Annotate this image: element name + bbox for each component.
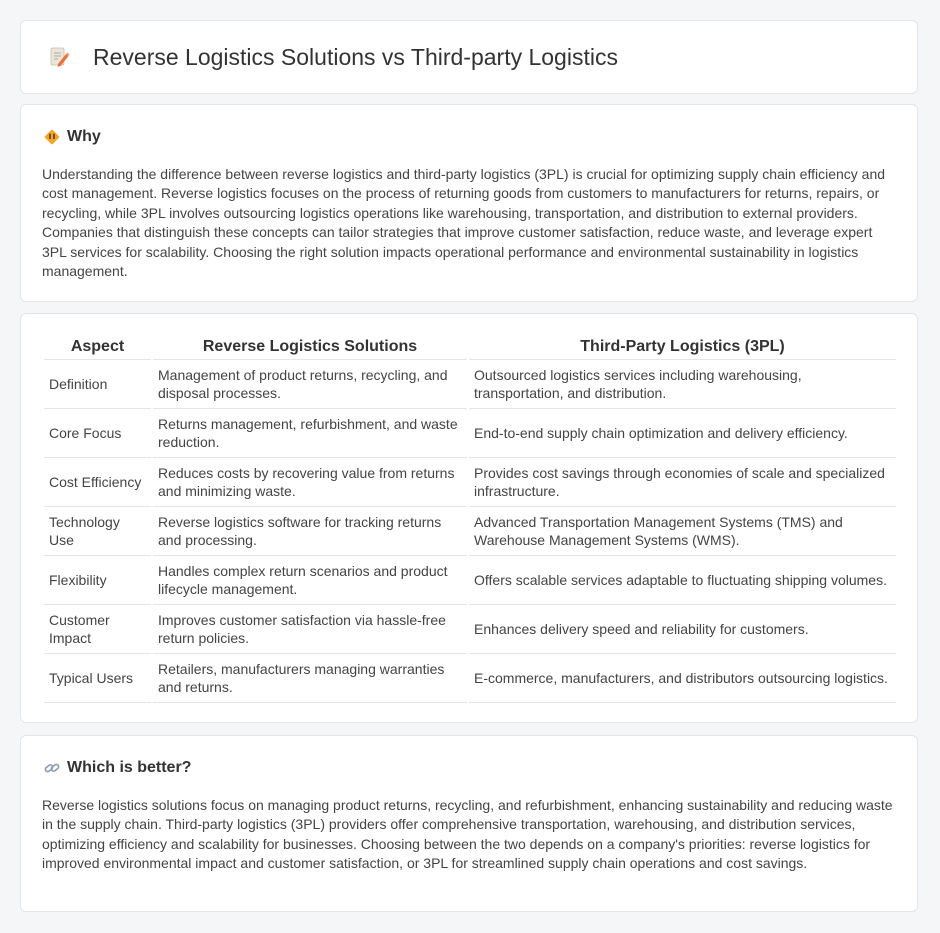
header-aspect: Aspect <box>44 335 151 360</box>
aspect-cell: Customer Impact <box>44 605 151 654</box>
reverse-cell: Improves customer satisfaction via hassle-free return policies. <box>153 605 467 654</box>
table-row <box>44 654 896 703</box>
better-heading-row <box>43 759 191 777</box>
reverse-cell: Management of product returns, recycling, and disposal processes. <box>153 360 467 409</box>
why-heading: Why <box>67 128 101 145</box>
which-better-section <box>20 735 918 912</box>
reverse-cell: Returns management, refurbishment, and waste reduction. <box>153 409 467 458</box>
reverse-cell: Reverse logistics software for tracking returns and processing. <box>153 507 467 556</box>
table-row <box>44 507 896 556</box>
better-heading: Which is better? <box>67 759 192 776</box>
3pl-cell: Offers scalable services adaptable to fluctuating shipping volumes. <box>469 556 896 605</box>
table-row <box>44 360 896 409</box>
3pl-cell: Outsourced logistics services including warehousing, transportation, and distribution. <box>469 360 896 409</box>
aspect-cell: Technology Use <box>44 507 151 556</box>
comparison-table <box>42 335 898 703</box>
header-reverse: Reverse Logistics Solutions <box>153 335 467 360</box>
3pl-cell: Advanced Transportation Management Systems (TMS) and Warehouse Management Systems (WMS). <box>469 507 896 556</box>
3pl-cell: E-commerce, manufacturers, and distributors outsourcing logistics. <box>469 654 896 703</box>
aspect-cell: Definition <box>44 360 151 409</box>
document-pencil-icon <box>47 45 71 69</box>
aspect-cell: Typical Users <box>44 654 151 703</box>
page-title: Reverse Logistics Solutions vs Third-party Logistics <box>93 43 618 70</box>
reverse-cell: Handles complex return scenarios and product lifecycle management. <box>153 556 467 605</box>
reverse-cell: Retailers, manufacturers managing warranties and returns. <box>153 654 467 703</box>
aspect-cell: Core Focus <box>44 409 151 458</box>
table-header-row <box>44 335 896 360</box>
header-3pl: Third-Party Logistics (3PL) <box>469 335 896 360</box>
table-row <box>44 409 896 458</box>
better-text: Reverse logistics solutions focus on managing product returns, recycling, and refurbishment, enhancing sustainability and reducing waste in the supply chain. Third-party logistics (3PL) providers offer comprehensive transportation, warehousing, and distribution services, optimizing efficiency and scalability for businesses. Choosing between the two depends on a company's priorities: reverse logistics for improved environmental impact and customer satisfaction, or 3PL for streamlined supply chain operations and cost savings. <box>42 797 893 872</box>
table-row <box>44 458 896 507</box>
3pl-cell: Provides cost savings through economies of scale and specialized infrastructure. <box>469 458 896 507</box>
aspect-cell: Cost Efficiency <box>44 458 151 507</box>
why-text: Understanding the difference between reverse logistics and third-party logistics (3PL) is crucial for optimizing supply chain efficiency and cost management. Reverse logistics focuses on the process of returning goods from customers to manufacturers for returns, repairs, or recycling, while 3PL involves outsourcing logistics operations like warehousing, transportation, and distribution to external providers. Companies that distinguish these concepts can tailor strategies that improve customer satisfaction, reduce waste, and leverage expert 3PL services for scalability. Choosing the right solution impacts operational performance and environmental sustainability in logistics management. <box>42 166 886 280</box>
link-icon <box>43 759 61 777</box>
aspect-cell: Flexibility <box>44 556 151 605</box>
table-row <box>44 605 896 654</box>
comparison-table-card <box>20 313 918 723</box>
title-card <box>20 20 918 94</box>
warning-sign-icon <box>43 128 61 146</box>
reverse-cell: Reduces costs by recovering value from returns and minimizing waste. <box>153 458 467 507</box>
why-heading-row <box>43 128 101 146</box>
3pl-cell: End-to-end supply chain optimization and delivery efficiency. <box>469 409 896 458</box>
table-row <box>44 556 896 605</box>
why-section <box>20 104 918 302</box>
3pl-cell: Enhances delivery speed and reliability for customers. <box>469 605 896 654</box>
